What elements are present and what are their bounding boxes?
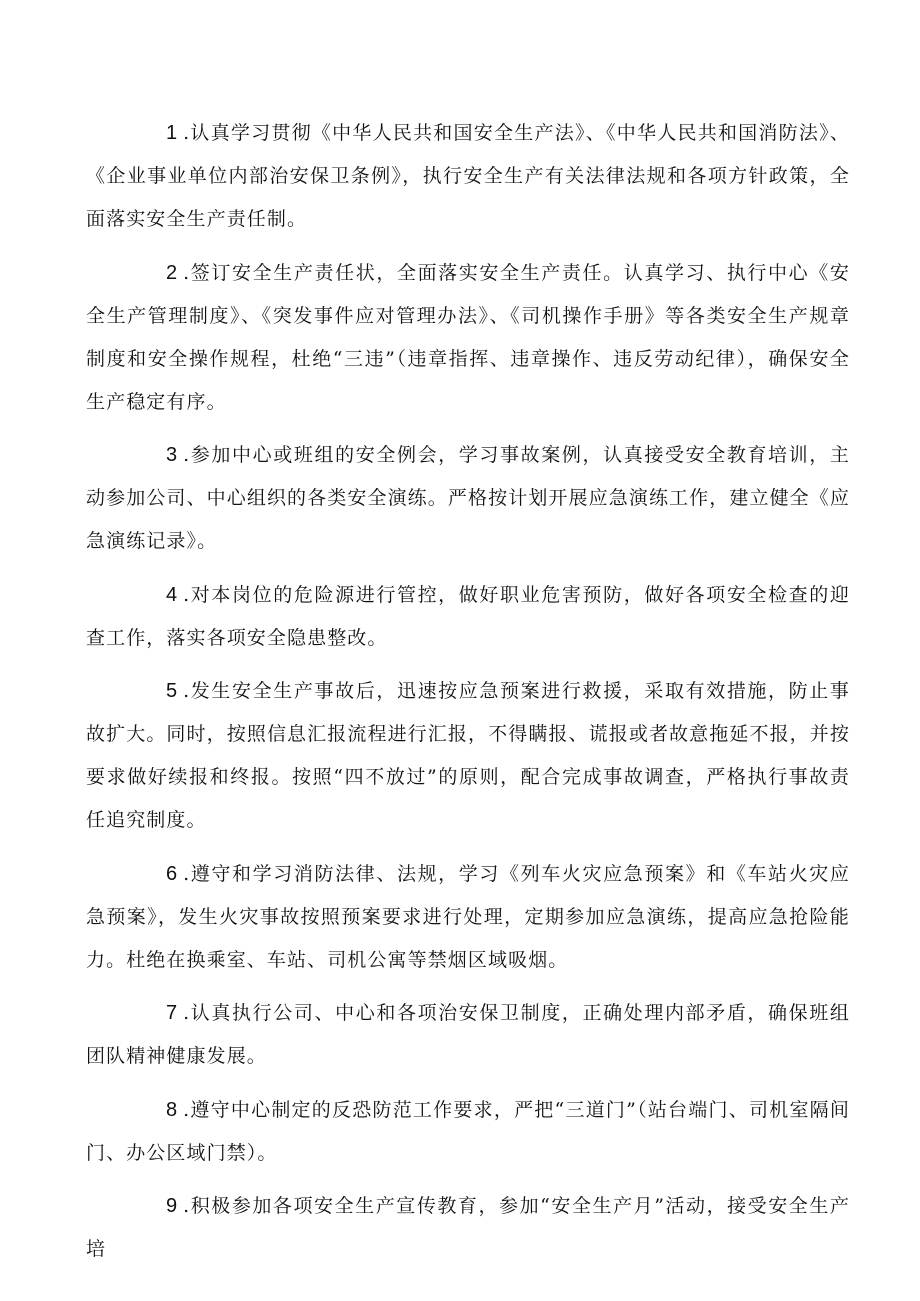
paragraph-5 [86,670,850,842]
paragraph-number: 7 [166,1002,178,1024]
paragraph-6 [86,853,850,982]
paragraph-8 [86,1089,850,1175]
paragraph-number: 2 [166,261,178,284]
paragraph-text: .参加中心或班组的安全例会，学习事故案例，认真接受安全教育培训，主动参加公司、中心组织的各类安全演练。严格按计划开展应急演练工作，建立健全《应急演练记录》。 [86,444,850,552]
paragraph-number: 5 [166,680,178,702]
paragraph-text: .认真学习贯彻《中华人民共和国安全生产法》、《中华人民共和国消防法》、《企业事业单位内部治安保卫条例》，执行安全生产有关法律法规和各项方针政策，全面落实安全生产责任制。 [86,122,850,230]
paragraph-4 [86,574,850,660]
paragraph-7 [86,992,850,1078]
paragraph-text: .遵守中心制定的反恐防范工作要求，严把“三道门”（站台端门、司机室隔间门、办公区域门禁）。 [86,1098,850,1164]
paragraph-number: 9 [166,1195,178,1217]
paragraph-number: 6 [166,862,178,885]
paragraph-number: 1 [166,122,178,144]
paragraph-text: .认真执行公司、中心和各项治安保卫制度，正确处理内部矛盾，确保班组团队精神健康发展。 [86,1002,850,1067]
paragraph-1 [86,112,850,241]
paragraph-text: .遵守和学习消防法律、法规，学习《列车火灾应急预案》和《车站火灾应急预案》，发生火灾事故按照预案要求进行处理，定期参加应急演练，提高应急抢险能力。杜绝在换乘室、车站、司机公寓等禁烟区域吸烟。 [86,862,850,971]
paragraph-text: .积极参加各项安全生产宣传教育，参加“安全生产月”活动，接受安全生产培 [86,1195,850,1260]
paragraph-number: 4 [166,583,178,606]
paragraph-text: .签订安全生产责任状，全面落实安全生产责任。认真学习、执行中心《安全生产管理制度》、《突发事件应对管理办法》、《司机操作手册》等各类安全生产规章制度和安全操作规程，杜绝“三违”（违章指挥、违章操作、违反劳动纪律），确保安全生产稳定有序。 [86,261,850,413]
paragraph-text: .发生安全生产事故后，迅速按应急预案进行救援，采取有效措施，防止事故扩大。同时，按照信息汇报流程进行汇报，不得瞒报、谎报或者故意拖延不报，并按要求做好续报和终报。按照“四不放过”的原则，配合完成事故调查，严格执行事故责任追究制度。 [86,680,850,831]
paragraph-9 [86,1185,850,1271]
paragraph-number: 8 [166,1098,178,1121]
paragraph-3 [86,434,850,563]
paragraph-2 [86,252,850,424]
paragraph-text: .对本岗位的危险源进行管控，做好职业危害预防，做好各项安全检查的迎查工作，落实各项安全隐患整改。 [86,583,850,649]
paragraph-number: 3 [166,444,178,466]
